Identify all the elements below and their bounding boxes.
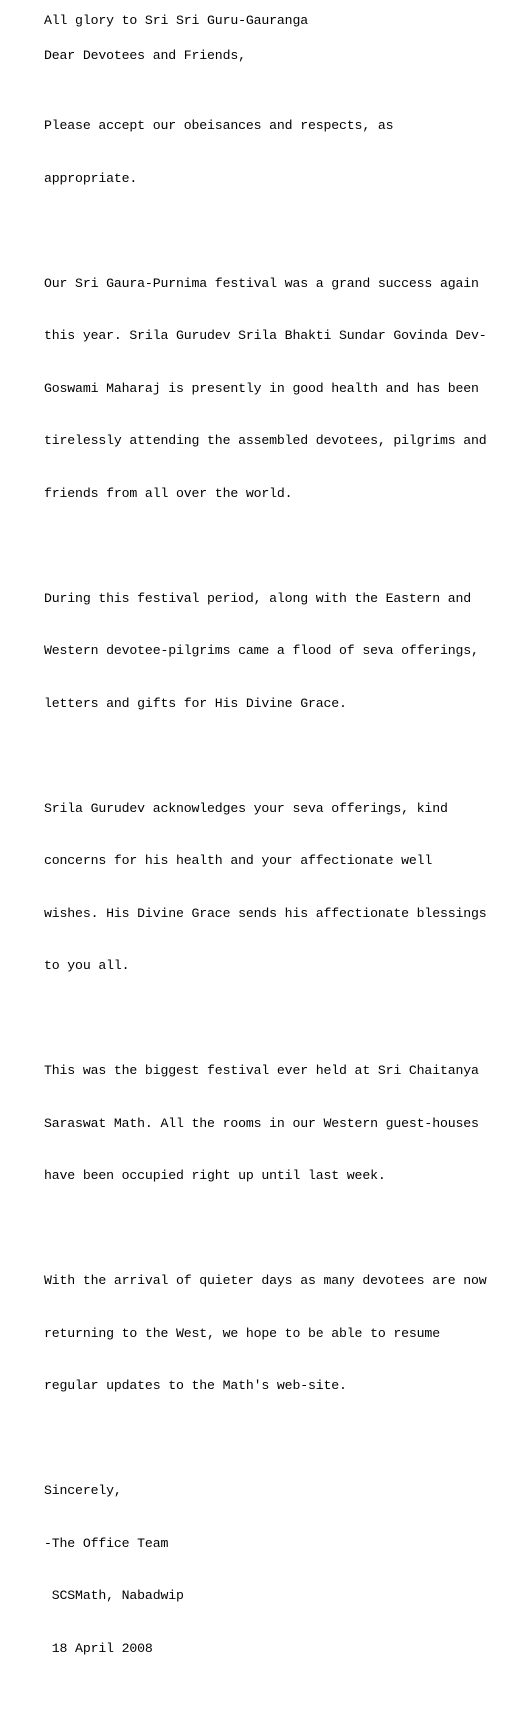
paragraph-offerings (44, 555, 514, 748)
signature: -The Office Team (44, 1535, 169, 1551)
paragraph-line: Goswami Maharaj is presently in good health and has been (44, 380, 479, 396)
paragraph-line: this year. Srila Gurudev Srila Bhakti Sundar Govinda Dev- (44, 328, 487, 343)
paragraph-line: Srila Gurudev acknowledges your seva offerings, kind (44, 800, 448, 816)
paragraph-line: appropriate. (44, 170, 138, 186)
paragraph-line: During this festival period, along with the Eastern and (44, 590, 472, 606)
paragraph-line: returning to the West, we hope to be able to resume (44, 1325, 440, 1341)
paragraph-acknowledgement (44, 765, 514, 1010)
paragraph-line: to you all. (44, 958, 130, 973)
paragraph-line: wishes. His Divine Grace sends his affectionate blessings (44, 905, 487, 921)
paragraph-line: Saraswat Math. All the rooms in our Western guest-houses (44, 1115, 479, 1131)
paragraph-line: concerns for his health and your affectionate well (44, 853, 433, 868)
salutation-text: Dear Devotees and Friends, (44, 48, 246, 63)
greeting-header-text: All glory to Sri Sri Guru-Gauranga (44, 13, 308, 28)
paragraph-updates (44, 1237, 514, 1430)
paragraph-biggest-festival (44, 1027, 514, 1220)
paragraph-line: Our Sri Gaura-Purnima festival was a grand success again (44, 275, 479, 291)
letter (44, 12, 514, 1710)
salutation (44, 47, 514, 65)
paragraph-line: regular updates to the Math's web-site. (44, 1378, 347, 1393)
paragraph-line: have been occupied right up until last week. (44, 1168, 386, 1183)
paragraph-line: With the arrival of quieter days as many devotees are now (44, 1273, 487, 1288)
closing: Sincerely, (44, 1483, 122, 1498)
sign-off (44, 1447, 514, 1692)
paragraph-line: letters and gifts for His Divine Grace. (44, 695, 347, 711)
paragraph-line: tirelessly attending the assembled devotees, pilgrims and (44, 433, 487, 448)
paragraph-obeisances (44, 82, 514, 222)
greeting-header (44, 12, 514, 30)
paragraph-line: This was the biggest festival ever held at Sri Chaitanya (44, 1063, 479, 1078)
date: 18 April 2008 (44, 1640, 153, 1656)
paragraph-festival (44, 240, 514, 538)
paragraph-line: friends from all over the world. (44, 485, 293, 501)
location: SCSMath, Nabadwip (44, 1588, 184, 1603)
paragraph-line: Western devotee-pilgrims came a flood of seva offerings, (44, 643, 479, 658)
paragraph-line: Please accept our obeisances and respects, as (44, 118, 394, 133)
